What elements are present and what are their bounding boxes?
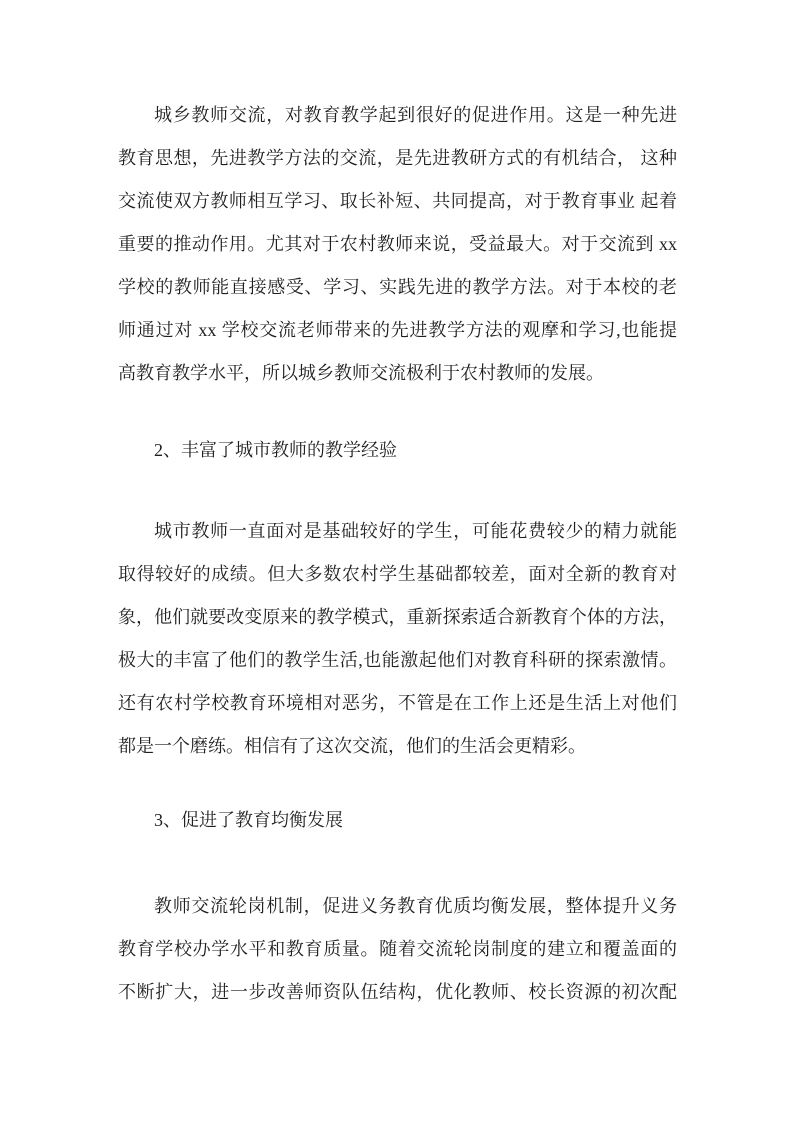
paragraph-balanced-education (118, 885, 677, 1014)
paragraph-city-teacher-experience (118, 510, 677, 768)
text-line: 还有农村学校教育环境相对恶劣，不管是在工作上还是生活上对他们 (118, 693, 677, 713)
text-line: 取得较好的成绩。但大多数农村学生基础都较差，面对全新的教育对 (118, 564, 677, 584)
text-line: 城乡教师交流，对教育教学起到很好的促进作用。这是一种先进 (154, 105, 677, 125)
text-line: 象，他们就要改变原来的教学模式，重新探索适合新教育个体的方法， (118, 607, 677, 627)
text-line: 教育思想，先进教学方法的交流，是先进教研方式的有机结合， 这种 (118, 148, 677, 168)
text-line: 师通过对 xx 学校交流老师带来的先进教学方法的观摩和学习,也能提 (118, 320, 677, 340)
text-line: 高教育教学水平，所以城乡教师交流极利于农村教师的发展。 (118, 363, 604, 383)
text-line: 城市教师一直面对是基础较好的学生，可能花费较少的精力就能 (154, 521, 677, 541)
text-line: 重要的推动作用。尤其对于农村教师来说，受益最大。对于交流到 xx (118, 234, 677, 254)
text-line: 都是一个磨练。相信有了这次交流，他们的生活会更精彩。 (118, 736, 586, 756)
paragraph-benefit-rural-teachers (118, 94, 677, 395)
section-heading-3: 3、促进了教育均衡发展 (154, 810, 343, 830)
text-line: 极大的丰富了他们的教学生活,也能激起他们对教育科研的探索激情。 (118, 650, 677, 670)
text-line: 交流使双方教师相互学习、取长补短、共同提高，对于教育事业 起着 (118, 191, 677, 211)
text-line: 不断扩大，进一步改善师资队伍结构，优化教师、校长资源的初次配 (118, 982, 677, 1002)
text-line: 教育学校办学水平和教育质量。随着交流轮岗制度的建立和覆盖面的 (118, 939, 677, 959)
section-heading-2: 2、丰富了城市教师的教学经验 (154, 440, 397, 460)
text-line: 教师交流轮岗机制，促进义务教育优质均衡发展，整体提升义务 (154, 896, 677, 916)
document-body (118, 94, 677, 1014)
text-line: 学校的教师能直接感受、学习、实践先进的教学方法。对于本校的老 (118, 277, 677, 297)
